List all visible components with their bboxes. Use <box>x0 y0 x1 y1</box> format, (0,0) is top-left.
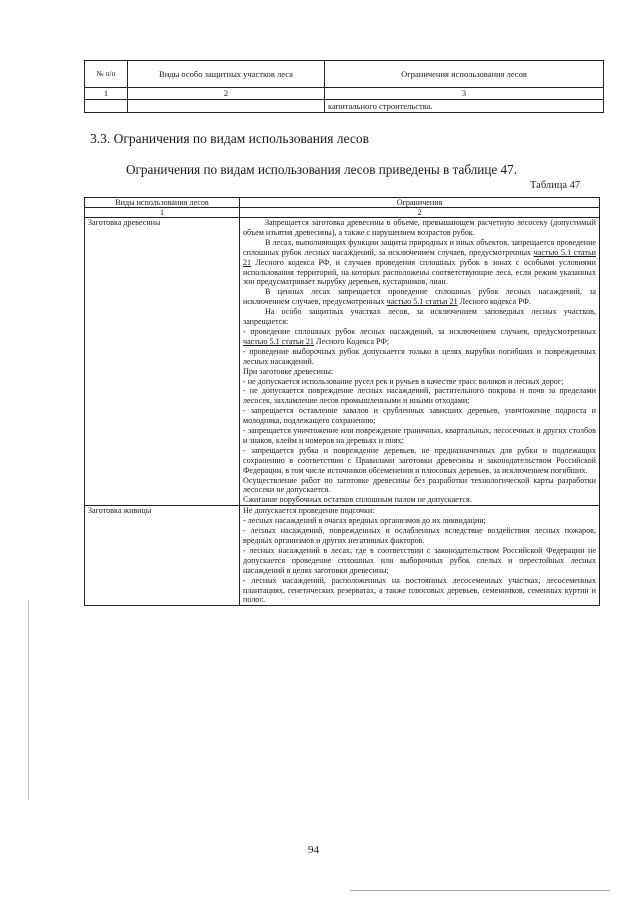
restrictions-cell <box>240 218 600 506</box>
scan-edge-line <box>350 890 610 891</box>
restriction-paragraph: - не допускается использование русел рек и ручьев в качестве трасс волоков и лесных дорог; <box>243 376 564 386</box>
table-cell <box>85 100 128 113</box>
continued-table <box>84 60 604 113</box>
col-number: 3 <box>325 88 604 100</box>
col-type-header: Виды особо защитных участков леса <box>128 61 325 88</box>
restriction-paragraph: На особо защитных участках лесов, за исключением заповедных лесных участков, запрещается: <box>243 307 596 327</box>
usage-type-cell: Заготовка живицы <box>85 506 240 606</box>
restriction-paragraph <box>243 327 596 347</box>
table-row <box>85 506 600 606</box>
table-cell <box>128 100 325 113</box>
restrictions-table <box>84 197 600 606</box>
restriction-paragraph: Сжигание порубочных остатков сплошным палом не допускается. <box>243 495 472 505</box>
usage-type-cell: Заготовка древесины <box>85 218 240 506</box>
restriction-paragraph: - лесных насаждений в очагах вредных организмов до их ликвидации; <box>243 516 486 526</box>
restriction-paragraph: - запрещается уничтожение или повреждение граничных, квартальных, лесосечных и других столбов и знаков, клейм и номеров на деревьях и пнях; <box>243 426 596 445</box>
col-restr-header: Ограничения использования лесов <box>325 61 604 88</box>
restriction-paragraph: - запрещается рубка и повреждение деревьев, не предназначенных для рубки и подлежащих сохранению в соответствии с Правилами заготовки древесины и законодательством Российской Федерации, в том числе источников обсеменения и плюсовых деревьев, за исключением погибших. <box>243 445 596 475</box>
col-usage-header: Виды использования лесов <box>85 198 240 208</box>
restriction-paragraph: - лесных насаждений, расположенных на постоянных лесосеменных участках, лесосеменных плантациях, генетических резерватах, а также плюсовых деревьев, семенников, семенных куртин и полос. <box>243 575 596 605</box>
law-reference-link: частью 5.1 статьи 21 <box>243 336 314 346</box>
table-label: Таблица 47 <box>530 180 581 191</box>
table-cell: капитального строительства. <box>325 100 604 113</box>
restriction-paragraph: - запрещается оставление завалов и срубленных зависших деревьев, уничтожение подроста и молодняка, подлежащего сохранению; <box>243 406 596 426</box>
col-number: 2 <box>128 88 325 100</box>
law-reference-link: частью 5.1 статьи 21 <box>386 297 458 307</box>
law-reference-link: частью 5.1 статьи 21 <box>243 247 596 267</box>
restriction-paragraph: При заготовке древесины: <box>243 366 334 376</box>
section-title: 3.3. Ограничения по видам использования лесов <box>90 131 369 146</box>
col-number: 2 <box>240 208 600 218</box>
restriction-paragraph: - не допускается повреждение лесных насаждений, растительного покрова и почв за пределами лесосек, захламление лесов промышленными и иными отходами; <box>243 386 596 406</box>
col-restrictions-header: Ограничения <box>240 198 600 208</box>
col-number: 1 <box>85 88 128 100</box>
text-segment: Лесного кодекса РФ. <box>457 297 531 307</box>
table-reference-text: Ограничения по видам использования лесов приведены в таблице 47. <box>126 162 518 177</box>
text-segment: В ценных лесах запрещается проведение сплошных рубок лесных насаждений, за исключением случаев, предусмотренных <box>243 287 596 307</box>
text-segment: Лесного кодекса РФ, и случаев проведения сплошных рубок в зонах с особыми условиями использования территорий, на которых расположены соответствующие леса, если режим указанных зон предусматривает вырубку деревьев, кустарников, лиан. <box>243 257 596 287</box>
restrictions-cell <box>240 506 600 606</box>
restriction-paragraph: - проведение выборочных рубок допускается только в целях вырубки погибших и поврежденных лесных насаждений. <box>243 346 596 366</box>
restriction-paragraph: - лесных насаждений, поврежденных и ослабленных вследствие воздействия лесных пожаров, вредных организмов и других негативных факторов. <box>243 526 596 545</box>
restriction-paragraph <box>243 238 596 288</box>
text-segment: - проведение сплошных рубок лесных насаждений, за исключением случаев, предусмотренных <box>243 326 596 336</box>
restriction-paragraph: Запрещается заготовка древесины в объеме, превышающем расчетную лесосеку (допустимый объем изъятия древесины), а также с нарушением возрастов рубок. <box>243 218 596 237</box>
page-number: 94 <box>308 844 319 856</box>
text-segment: В лесах, выполняющих функции защиты природных и иных объектов, запрещается проведение сплошных рубок лесных насаждений, за исключением случаев, предусмотренных <box>243 237 596 257</box>
table-row <box>85 218 600 506</box>
scan-edge-line <box>28 600 29 800</box>
col-number: 1 <box>85 208 240 218</box>
restriction-paragraph <box>243 287 596 307</box>
restriction-paragraph: Осуществление работ по заготовке древесины без разработки технологической карты разработки лесосеки не допускается. <box>243 475 596 495</box>
restriction-paragraph: Не допускается проведение подсочки: <box>243 506 375 516</box>
text-segment: Лесного Кодекса РФ; <box>313 336 389 346</box>
col-num-header: № п/п <box>85 61 128 88</box>
restriction-paragraph: - лесных насаждений в лесах, где в соответствии с законодательством Российской Федерации не допускается проведение сплошных или выборочных рубок спелых и перестойных лесных насаждений в целях заготовки древесины; <box>243 545 596 575</box>
